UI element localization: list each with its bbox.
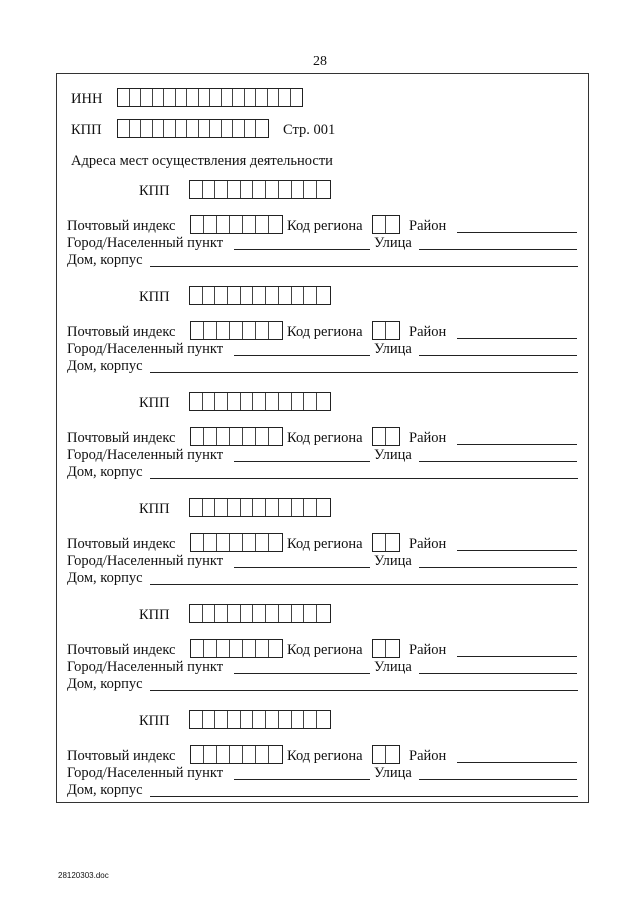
digit-cell[interactable] xyxy=(279,499,292,516)
digit-cell[interactable] xyxy=(269,322,282,339)
city-label: Город/Населенный пункт xyxy=(67,553,224,569)
kpp-label: КПП xyxy=(139,713,170,729)
digit-cell[interactable] xyxy=(228,711,241,728)
digit-cell[interactable] xyxy=(243,746,256,763)
kpp-header-cells[interactable] xyxy=(117,119,269,138)
digit-cell[interactable] xyxy=(279,393,292,410)
postal-index-cells[interactable] xyxy=(190,533,283,552)
digit-cell[interactable] xyxy=(118,120,130,137)
digit-cell[interactable] xyxy=(292,181,305,198)
digit-cell[interactable] xyxy=(217,428,230,445)
digit-cell[interactable] xyxy=(190,393,203,410)
digit-cell[interactable] xyxy=(187,120,199,137)
house-field[interactable] xyxy=(150,584,578,585)
digit-cell[interactable] xyxy=(373,746,386,763)
digit-cell[interactable] xyxy=(217,216,230,233)
digit-cell[interactable] xyxy=(164,120,176,137)
kpp-cells[interactable] xyxy=(189,604,331,623)
digit-cell[interactable] xyxy=(266,605,279,622)
digit-cell[interactable] xyxy=(230,216,243,233)
street-label: Улица xyxy=(374,341,412,357)
kpp-label: КПП xyxy=(139,501,170,517)
street-field[interactable] xyxy=(419,355,577,356)
digit-cell[interactable] xyxy=(266,181,279,198)
district-label: Район xyxy=(409,430,447,446)
digit-cell[interactable] xyxy=(190,711,203,728)
digit-cell[interactable] xyxy=(191,746,204,763)
digit-cell[interactable] xyxy=(386,534,399,551)
digit-cell[interactable] xyxy=(304,287,317,304)
digit-cell[interactable] xyxy=(253,711,266,728)
digit-cell[interactable] xyxy=(266,287,279,304)
digit-cell[interactable] xyxy=(228,287,241,304)
digit-cell[interactable] xyxy=(317,287,330,304)
digit-cell[interactable] xyxy=(215,393,228,410)
digit-cell[interactable] xyxy=(292,287,305,304)
city-label: Город/Населенный пункт xyxy=(67,447,224,463)
digit-cell[interactable] xyxy=(386,640,399,657)
city-field[interactable] xyxy=(234,461,370,462)
digit-cell[interactable] xyxy=(118,89,130,106)
postal-index-label: Почтовый индекс xyxy=(67,430,176,446)
digit-cell[interactable] xyxy=(304,499,317,516)
district-label: Район xyxy=(409,536,447,552)
district-label: Район xyxy=(409,324,447,340)
city-label: Город/Населенный пункт xyxy=(67,765,224,781)
digit-cell[interactable] xyxy=(291,89,303,106)
digit-cell[interactable] xyxy=(373,640,386,657)
digit-cell[interactable] xyxy=(199,120,211,137)
digit-cell[interactable] xyxy=(130,89,142,106)
postal-index-cells[interactable] xyxy=(190,215,283,234)
digit-cell[interactable] xyxy=(317,393,330,410)
digit-cell[interactable] xyxy=(130,120,142,137)
digit-cell[interactable] xyxy=(190,181,203,198)
digit-cell[interactable] xyxy=(191,428,204,445)
digit-cell[interactable] xyxy=(241,499,254,516)
digit-cell[interactable] xyxy=(317,181,330,198)
digit-cell[interactable] xyxy=(241,181,254,198)
city-label: Город/Населенный пункт xyxy=(67,659,224,675)
digit-cell[interactable] xyxy=(241,393,254,410)
street-field[interactable] xyxy=(419,779,577,780)
street-field[interactable] xyxy=(419,249,577,250)
digit-cell[interactable] xyxy=(386,322,399,339)
kpp-label: КПП xyxy=(139,607,170,623)
digit-cell[interactable] xyxy=(153,120,165,137)
digit-cell[interactable] xyxy=(191,216,204,233)
digit-cell[interactable] xyxy=(230,746,243,763)
digit-cell[interactable] xyxy=(233,89,245,106)
digit-cell[interactable] xyxy=(292,393,305,410)
city-field[interactable] xyxy=(234,249,370,250)
house-field[interactable] xyxy=(150,372,578,373)
region-code-label: Код региона xyxy=(287,324,363,340)
digit-cell[interactable] xyxy=(243,640,256,657)
postal-index-label: Почтовый индекс xyxy=(67,218,176,234)
district-field[interactable] xyxy=(457,762,577,763)
district-field[interactable] xyxy=(457,338,577,339)
digit-cell[interactable] xyxy=(222,120,234,137)
digit-cell[interactable] xyxy=(230,640,243,657)
street-field[interactable] xyxy=(419,461,577,462)
digit-cell[interactable] xyxy=(176,89,188,106)
digit-cell[interactable] xyxy=(203,287,216,304)
digit-cell[interactable] xyxy=(304,181,317,198)
house-label: Дом, корпус xyxy=(67,252,143,268)
street-label: Улица xyxy=(374,447,412,463)
digit-cell[interactable] xyxy=(230,428,243,445)
district-field[interactable] xyxy=(457,550,577,551)
kpp-cells[interactable] xyxy=(189,180,331,199)
digit-cell[interactable] xyxy=(204,216,217,233)
digit-cell[interactable] xyxy=(199,89,211,106)
house-field[interactable] xyxy=(150,796,578,797)
digit-cell[interactable] xyxy=(317,711,330,728)
kpp-cells[interactable] xyxy=(189,498,331,517)
kpp-cells[interactable] xyxy=(189,286,331,305)
digit-cell[interactable] xyxy=(245,89,257,106)
street-label: Улица xyxy=(374,659,412,675)
postal-index-cells[interactable] xyxy=(190,639,283,658)
digit-cell[interactable] xyxy=(230,534,243,551)
digit-cell[interactable] xyxy=(317,605,330,622)
digit-cell[interactable] xyxy=(190,499,203,516)
house-field[interactable] xyxy=(150,478,578,479)
digit-cell[interactable] xyxy=(373,216,386,233)
house-field[interactable] xyxy=(150,690,578,691)
digit-cell[interactable] xyxy=(317,499,330,516)
digit-cell[interactable] xyxy=(386,428,399,445)
digit-cell[interactable] xyxy=(386,746,399,763)
district-label: Район xyxy=(409,642,447,658)
city-field[interactable] xyxy=(234,355,370,356)
digit-cell[interactable] xyxy=(164,89,176,106)
house-label: Дом, корпус xyxy=(67,358,143,374)
digit-cell[interactable] xyxy=(217,640,230,657)
digit-cell[interactable] xyxy=(243,428,256,445)
digit-cell[interactable] xyxy=(253,499,266,516)
digit-cell[interactable] xyxy=(190,605,203,622)
digit-cell[interactable] xyxy=(228,499,241,516)
digit-cell[interactable] xyxy=(256,428,269,445)
digit-cell[interactable] xyxy=(176,120,188,137)
digit-cell[interactable] xyxy=(268,89,280,106)
district-field[interactable] xyxy=(457,232,577,233)
digit-cell[interactable] xyxy=(279,287,292,304)
digit-cell[interactable] xyxy=(256,322,269,339)
region-code-cells[interactable] xyxy=(372,215,400,234)
digit-cell[interactable] xyxy=(241,605,254,622)
digit-cell[interactable] xyxy=(210,120,222,137)
digit-cell[interactable] xyxy=(373,534,386,551)
kpp-header-label: КПП xyxy=(71,122,102,138)
digit-cell[interactable] xyxy=(191,640,204,657)
digit-cell[interactable] xyxy=(228,605,241,622)
digit-cell[interactable] xyxy=(304,605,317,622)
postal-index-cells[interactable] xyxy=(190,321,283,340)
region-code-label: Код региона xyxy=(287,536,363,552)
digit-cell[interactable] xyxy=(215,605,228,622)
digit-cell[interactable] xyxy=(256,216,269,233)
digit-cell[interactable] xyxy=(203,393,216,410)
street-label: Улица xyxy=(374,553,412,569)
digit-cell[interactable] xyxy=(204,640,217,657)
region-code-cells[interactable] xyxy=(372,639,400,658)
inn-label: ИНН xyxy=(71,91,103,107)
digit-cell[interactable] xyxy=(215,711,228,728)
house-label: Дом, корпус xyxy=(67,676,143,692)
footer-code: 28120303.doc xyxy=(58,871,109,880)
digit-cell[interactable] xyxy=(292,605,305,622)
street-label: Улица xyxy=(374,765,412,781)
house-field[interactable] xyxy=(150,266,578,267)
digit-cell[interactable] xyxy=(187,89,199,106)
digit-cell[interactable] xyxy=(241,287,254,304)
postal-index-label: Почтовый индекс xyxy=(67,536,176,552)
digit-cell[interactable] xyxy=(190,287,203,304)
house-label: Дом, корпус xyxy=(67,782,143,798)
kpp-cells[interactable] xyxy=(189,710,331,729)
district-label: Район xyxy=(409,748,447,764)
digit-cell[interactable] xyxy=(241,711,254,728)
region-code-cells[interactable] xyxy=(372,533,400,552)
digit-cell[interactable] xyxy=(217,534,230,551)
digit-cell[interactable] xyxy=(269,640,282,657)
inn-cells[interactable] xyxy=(117,88,303,107)
region-code-cells[interactable] xyxy=(372,427,400,446)
digit-cell[interactable] xyxy=(269,216,282,233)
city-field[interactable] xyxy=(234,779,370,780)
digit-cell[interactable] xyxy=(386,216,399,233)
postal-index-cells[interactable] xyxy=(190,745,283,764)
digit-cell[interactable] xyxy=(210,89,222,106)
digit-cell[interactable] xyxy=(304,711,317,728)
digit-cell[interactable] xyxy=(256,640,269,657)
digit-cell[interactable] xyxy=(141,89,153,106)
house-label: Дом, корпус xyxy=(67,464,143,480)
district-label: Район xyxy=(409,218,447,234)
house-label: Дом, корпус xyxy=(67,570,143,586)
digit-cell[interactable] xyxy=(203,499,216,516)
digit-cell[interactable] xyxy=(215,181,228,198)
digit-cell[interactable] xyxy=(228,393,241,410)
street-field[interactable] xyxy=(419,567,577,568)
digit-cell[interactable] xyxy=(203,605,216,622)
digit-cell[interactable] xyxy=(217,746,230,763)
digit-cell[interactable] xyxy=(203,181,216,198)
digit-cell[interactable] xyxy=(292,711,305,728)
digit-cell[interactable] xyxy=(269,534,282,551)
digit-cell[interactable] xyxy=(222,89,234,106)
digit-cell[interactable] xyxy=(141,120,153,137)
digit-cell[interactable] xyxy=(266,393,279,410)
digit-cell[interactable] xyxy=(292,499,305,516)
city-label: Город/Населенный пункт xyxy=(67,341,224,357)
digit-cell[interactable] xyxy=(279,711,292,728)
city-field[interactable] xyxy=(234,673,370,674)
digit-cell[interactable] xyxy=(217,322,230,339)
digit-cell[interactable] xyxy=(269,428,282,445)
digit-cell[interactable] xyxy=(256,89,268,106)
digit-cell[interactable] xyxy=(215,287,228,304)
digit-cell[interactable] xyxy=(191,322,204,339)
digit-cell[interactable] xyxy=(279,605,292,622)
digit-cell[interactable] xyxy=(230,322,243,339)
digit-cell[interactable] xyxy=(204,746,217,763)
digit-cell[interactable] xyxy=(256,120,268,137)
digit-cell[interactable] xyxy=(256,534,269,551)
district-field[interactable] xyxy=(457,656,577,657)
digit-cell[interactable] xyxy=(243,216,256,233)
digit-cell[interactable] xyxy=(243,534,256,551)
region-code-cells[interactable] xyxy=(372,321,400,340)
city-field[interactable] xyxy=(234,567,370,568)
street-field[interactable] xyxy=(419,673,577,674)
digit-cell[interactable] xyxy=(215,499,228,516)
kpp-label: КПП xyxy=(139,395,170,411)
section-title: Адреса мест осуществления деятельности xyxy=(71,153,333,169)
digit-cell[interactable] xyxy=(279,181,292,198)
region-code-label: Код региона xyxy=(287,748,363,764)
digit-cell[interactable] xyxy=(253,181,266,198)
postal-index-label: Почтовый индекс xyxy=(67,748,176,764)
postal-index-label: Почтовый индекс xyxy=(67,642,176,658)
district-field[interactable] xyxy=(457,444,577,445)
digit-cell[interactable] xyxy=(256,746,269,763)
digit-cell[interactable] xyxy=(253,605,266,622)
digit-cell[interactable] xyxy=(304,393,317,410)
digit-cell[interactable] xyxy=(204,534,217,551)
digit-cell[interactable] xyxy=(245,120,257,137)
digit-cell[interactable] xyxy=(191,534,204,551)
digit-cell[interactable] xyxy=(153,89,165,106)
kpp-label: КПП xyxy=(139,183,170,199)
digit-cell[interactable] xyxy=(266,499,279,516)
postal-index-cells[interactable] xyxy=(190,427,283,446)
kpp-cells[interactable] xyxy=(189,392,331,411)
digit-cell[interactable] xyxy=(253,287,266,304)
region-code-label: Код региона xyxy=(287,642,363,658)
digit-cell[interactable] xyxy=(279,89,291,106)
form-frame xyxy=(56,73,589,803)
digit-cell[interactable] xyxy=(266,711,279,728)
digit-cell[interactable] xyxy=(203,711,216,728)
region-code-label: Код региона xyxy=(287,218,363,234)
digit-cell[interactable] xyxy=(204,322,217,339)
digit-cell[interactable] xyxy=(243,322,256,339)
region-code-cells[interactable] xyxy=(372,745,400,764)
digit-cell[interactable] xyxy=(233,120,245,137)
page-number: 28 xyxy=(313,54,327,69)
region-code-label: Код региона xyxy=(287,430,363,446)
page-label: Стр. 001 xyxy=(283,122,336,138)
kpp-label: КПП xyxy=(139,289,170,305)
city-label: Город/Населенный пункт xyxy=(67,235,224,251)
digit-cell[interactable] xyxy=(373,428,386,445)
digit-cell[interactable] xyxy=(373,322,386,339)
digit-cell[interactable] xyxy=(204,428,217,445)
digit-cell[interactable] xyxy=(253,393,266,410)
digit-cell[interactable] xyxy=(269,746,282,763)
street-label: Улица xyxy=(374,235,412,251)
digit-cell[interactable] xyxy=(228,181,241,198)
postal-index-label: Почтовый индекс xyxy=(67,324,176,340)
